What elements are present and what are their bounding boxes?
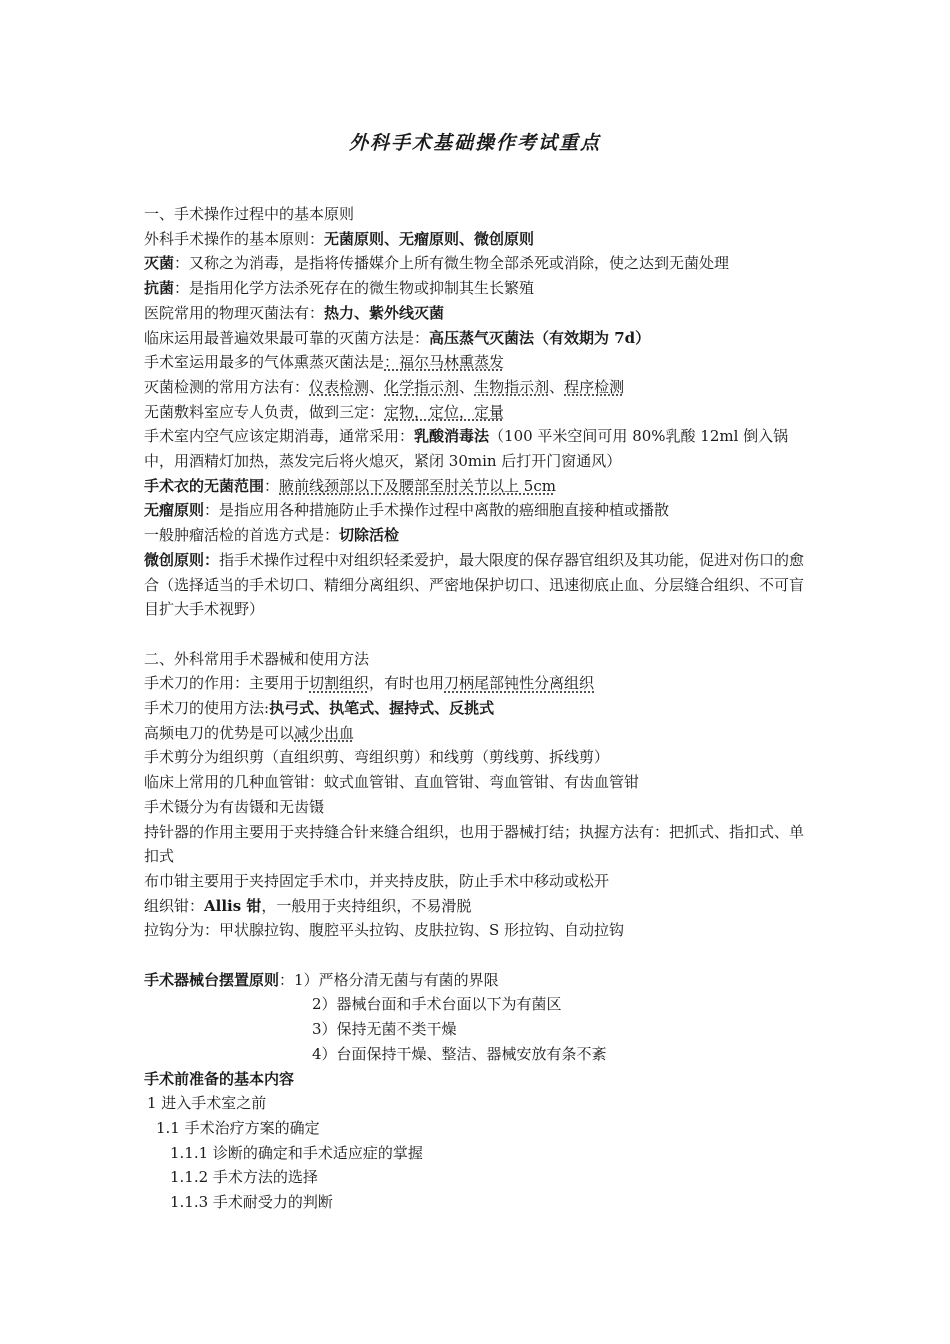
text: 、 bbox=[459, 377, 475, 396]
paragraph bbox=[144, 276, 812, 301]
underlined-text: 减少出血 bbox=[294, 723, 355, 742]
text: 、 bbox=[369, 377, 385, 396]
text: ：是指用化学方法杀死存在的微生物或抑制其生长繁殖 bbox=[174, 279, 535, 298]
paragraph bbox=[144, 227, 812, 252]
list-item: 3）保持无菌不类干燥 bbox=[312, 1020, 457, 1039]
text: 高频电刀的优势是可以 bbox=[144, 723, 295, 742]
text: 外科手术操作的基本原则： bbox=[144, 229, 325, 248]
text: 手术室内空气应该定期消毒，通常采用： bbox=[144, 427, 415, 446]
underlined-text: 化学指示剂 bbox=[384, 377, 460, 396]
paragraph: 临床上常用的几种血管钳：蚊式血管钳、直血管钳、弯血管钳、有齿血管钳 bbox=[144, 773, 640, 792]
underlined-text: 腋前线颈部以下及腰部至肘关节以上 5cm bbox=[279, 476, 556, 495]
term: 灭菌 bbox=[144, 254, 175, 273]
text: 灭菌检测的常用方法有： bbox=[144, 377, 310, 396]
text: ： bbox=[279, 970, 295, 989]
text: ：是指应用各种措施防止手术操作过程中离散的癌细胞直接种植或播散 bbox=[204, 501, 670, 520]
underlined-text: 仪表检测 bbox=[309, 377, 370, 396]
text: ，一般用于夹持组织，不易滑脱 bbox=[261, 896, 472, 915]
paragraph bbox=[144, 498, 812, 523]
emphasis-text: 无菌原则、无瘤原则、微创原则 bbox=[324, 229, 535, 248]
paragraph: 持针器的作用主要用于夹持缝合针来缝合组织，也用于器械打结；执握方法有：把抓式、指扣式、单扣式 bbox=[144, 822, 805, 866]
underlined-text: 切割组织 bbox=[309, 674, 370, 693]
text: 一般肿瘤活检的首选方式是： bbox=[144, 526, 340, 545]
paragraph bbox=[144, 400, 812, 425]
outline-item: 1.1 手术治疗方案的确定 bbox=[156, 1118, 320, 1137]
text: 手术刀的使用方法: bbox=[144, 699, 270, 718]
paragraph bbox=[144, 696, 812, 721]
instrument-table-principles bbox=[144, 968, 812, 993]
term: 微创原则： bbox=[144, 550, 220, 569]
paragraph bbox=[144, 671, 812, 696]
paragraph: 手术剪分为组织剪（直组织剪、弯组织剪）和线剪（剪线剪、拆线剪） bbox=[144, 748, 610, 767]
emphasis-text: 热力、紫外线灭菌 bbox=[324, 303, 445, 322]
emphasis-text: 切除活检 bbox=[339, 526, 400, 545]
emphasis-text: 乳酸消毒法 bbox=[414, 427, 490, 446]
emphasis-text: 执弓式、执笔式、握持式、反挑式 bbox=[269, 699, 495, 718]
underlined-text: 刀柄尾部钝性分离组织 bbox=[444, 674, 595, 693]
text: ： bbox=[264, 476, 280, 495]
outline-item: 1.1.1 诊断的确定和手术适应症的掌握 bbox=[170, 1143, 423, 1162]
spacer bbox=[144, 943, 812, 968]
paragraph bbox=[144, 251, 812, 276]
paragraph: 布巾钳主要用于夹持固定手术巾，并夹持皮肤，防止手术中移动或松开 bbox=[144, 871, 610, 890]
text: 临床运用最普遍效果最可靠的灭菌方法是： bbox=[144, 328, 430, 347]
text: 医院常用的物理灭菌法有： bbox=[144, 303, 325, 322]
underlined-text: 程序检测 bbox=[564, 377, 625, 396]
text: 手术刀的作用：主要用于 bbox=[144, 674, 310, 693]
text: 指手术操作过程中对组织轻柔爱护，最大限度的保存器官组织及其功能，促进对伤口的愈合（选择适当的手术切口、精细分离组织、严密地保护切口、迅速彻底止血、分层缝合组织、不可盲目扩大手术视野） bbox=[144, 550, 805, 619]
paragraph bbox=[144, 721, 812, 746]
paragraph bbox=[144, 474, 812, 499]
term: 手术衣的无菌范围 bbox=[144, 476, 265, 495]
underlined-text: ：福尔马林熏蒸发 bbox=[384, 353, 505, 372]
paragraph bbox=[144, 350, 812, 375]
spacer bbox=[144, 622, 812, 647]
list-item: 4）台面保持干燥、整洁、器械安放有条不紊 bbox=[312, 1044, 607, 1063]
paragraph: 拉钩分为：甲状腺拉钩、腹腔平头拉钩、皮肤拉钩、S 形拉钩、自动拉钩 bbox=[144, 921, 625, 940]
text: ：又称之为消毒，是指将传播媒介上所有微生物全部杀死或消除，使之达到无菌处理 bbox=[174, 254, 730, 273]
paragraph bbox=[144, 375, 812, 400]
list-item: 1）严格分清无菌与有菌的界限 bbox=[294, 970, 499, 989]
paragraph bbox=[144, 326, 812, 351]
outline-item: 1.1.2 手术方法的选择 bbox=[170, 1168, 318, 1187]
emphasis-text: 高压蒸气灭菌法（有效期为 7d） bbox=[429, 328, 651, 347]
paragraph bbox=[144, 301, 812, 326]
text: （100 平米空间可用 80%乳酸 12ml 倒入锅中，用酒精灯加热，蒸发完后将火熄灭，紧闭 30min 后打开门窗通风） bbox=[144, 427, 789, 471]
text: 组织钳： bbox=[144, 896, 205, 915]
section-3-heading: 手术器械台摆置原则 bbox=[144, 970, 280, 989]
paragraph bbox=[144, 424, 812, 473]
outline-item: 1.1.3 手术耐受力的判断 bbox=[170, 1193, 333, 1212]
paragraph bbox=[144, 894, 812, 919]
document-body bbox=[144, 202, 812, 1215]
outline-item: 1 进入手术室之前 bbox=[147, 1094, 267, 1113]
underlined-text: 生物指示剂 bbox=[474, 377, 550, 396]
underlined-text: 定物，定位，定量 bbox=[384, 402, 505, 421]
text: 、 bbox=[549, 377, 565, 396]
text: ，有时也用 bbox=[369, 674, 445, 693]
term: 无瘤原则 bbox=[144, 501, 205, 520]
paragraph bbox=[144, 523, 812, 548]
list-item: 2）器械台面和手术台面以下为有菌区 bbox=[312, 995, 562, 1014]
section-1-heading: 一、手术操作过程中的基本原则 bbox=[144, 205, 355, 223]
paragraph bbox=[144, 548, 812, 622]
section-2-heading: 二、外科常用手术器械和使用方法 bbox=[144, 649, 370, 668]
text: 无菌敷料室应专人负责，做到三定： bbox=[144, 402, 385, 421]
document-title: 外科手术基础操作考试重点 bbox=[348, 132, 601, 154]
text: 手术室运用最多的气体熏蒸灭菌法是 bbox=[144, 353, 385, 372]
section-4-heading: 手术前准备的基本内容 bbox=[144, 1069, 295, 1088]
emphasis-text: Allis 钳 bbox=[204, 896, 262, 915]
term: 抗菌 bbox=[144, 279, 175, 298]
paragraph: 手术镊分为有齿镊和无齿镊 bbox=[144, 797, 325, 816]
